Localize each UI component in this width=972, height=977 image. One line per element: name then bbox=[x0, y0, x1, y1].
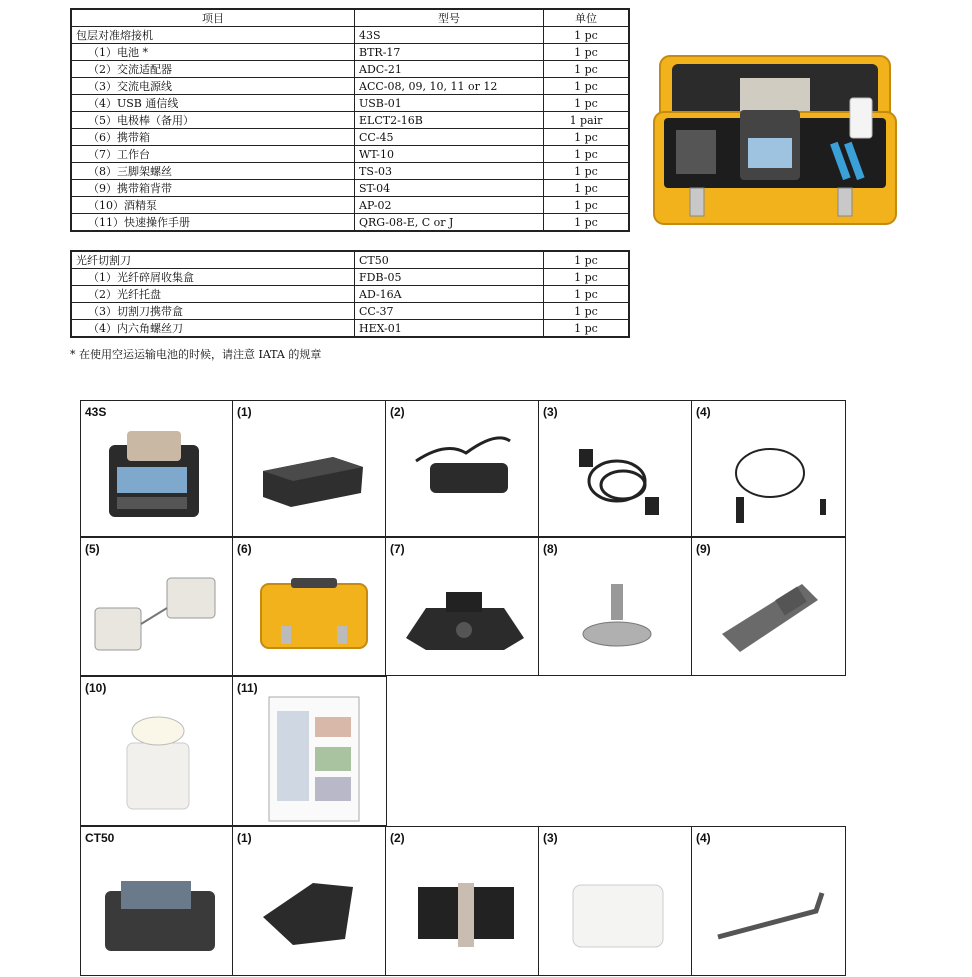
battery-note: * 在使用空运运输电池的时候，请注意 IATA 的规章 bbox=[70, 348, 322, 361]
grid-label: (2) bbox=[390, 405, 405, 419]
tripod-screw-image bbox=[539, 538, 694, 677]
cell-item: （1）光纤碎屑收集盒 bbox=[71, 269, 355, 286]
cell-item: （4）内六角螺丝刀 bbox=[71, 320, 355, 338]
cell-unit: 1 pc bbox=[544, 214, 630, 232]
grid-label: (11) bbox=[237, 681, 258, 695]
cell-unit: 1 pc bbox=[544, 163, 630, 180]
cell-item: 光纤切割刀 bbox=[71, 251, 355, 269]
cell-unit: 1 pc bbox=[544, 251, 630, 269]
header-unit: 单位 bbox=[544, 9, 630, 27]
debris-box-image bbox=[233, 827, 388, 977]
accessory-table-splicer bbox=[70, 8, 630, 232]
shoulder-strap-image bbox=[692, 538, 847, 677]
grid-cell-43s bbox=[80, 400, 234, 537]
table-row bbox=[71, 129, 629, 146]
grid-cell-alcohol-pump bbox=[80, 676, 234, 826]
table-row bbox=[71, 95, 629, 112]
header-model: 型号 bbox=[355, 9, 544, 27]
cell-item: （8）三脚架螺丝 bbox=[71, 163, 355, 180]
grid-cell-fiber-holder bbox=[385, 826, 540, 976]
grid-cell-work-table bbox=[385, 537, 540, 676]
grid-cell-carrying-case bbox=[232, 537, 387, 676]
grid-label: (3) bbox=[543, 405, 558, 419]
grid-cell-usb-cable bbox=[691, 400, 846, 537]
ac-adapter-image bbox=[386, 401, 541, 538]
cell-item: （6）携带箱 bbox=[71, 129, 355, 146]
grid-label: (8) bbox=[543, 542, 558, 556]
cleaver-case-image bbox=[539, 827, 694, 977]
cell-unit: 1 pc bbox=[544, 320, 630, 338]
grid-cell-tripod-screw bbox=[538, 537, 693, 676]
table-row bbox=[71, 251, 629, 269]
table-row bbox=[71, 214, 629, 232]
fiber-holder-image bbox=[386, 827, 541, 977]
electrodes-image bbox=[81, 538, 235, 677]
cell-item: （9）携带箱背带 bbox=[71, 180, 355, 197]
cell-item: （2）交流适配器 bbox=[71, 61, 355, 78]
work-table-image bbox=[386, 538, 541, 677]
cell-model: 43S bbox=[355, 27, 544, 44]
table-row bbox=[71, 61, 629, 78]
cell-unit: 1 pc bbox=[544, 303, 630, 320]
quick-guide-image bbox=[233, 677, 388, 827]
cell-unit: 1 pc bbox=[544, 146, 630, 163]
table-row bbox=[71, 146, 629, 163]
table-row bbox=[71, 269, 629, 286]
cell-model: FDB-05 bbox=[355, 269, 544, 286]
battery-image bbox=[233, 401, 388, 538]
cell-model: CC-37 bbox=[355, 303, 544, 320]
cell-unit: 1 pc bbox=[544, 27, 630, 44]
cell-item: （1）电池 * bbox=[71, 44, 355, 61]
table-row bbox=[71, 286, 629, 303]
cell-unit: 1 pc bbox=[544, 180, 630, 197]
grid-cell-quick-guide bbox=[232, 676, 387, 826]
grid-cell-electrodes bbox=[80, 537, 234, 676]
splicer-image bbox=[81, 401, 235, 538]
cell-model: CT50 bbox=[355, 251, 544, 269]
cell-unit: 1 pc bbox=[544, 129, 630, 146]
cell-model: QRG-08-E, C or J bbox=[355, 214, 544, 232]
grid-label: (10) bbox=[85, 681, 107, 695]
grid-cell-cleaver-case bbox=[538, 826, 693, 976]
accessory-table-cleaver bbox=[70, 250, 630, 338]
cell-item: （3）交流电源线 bbox=[71, 78, 355, 95]
cell-item: （10）酒精泵 bbox=[71, 197, 355, 214]
splicer-kit-case-photo bbox=[650, 50, 900, 230]
cell-model: HEX-01 bbox=[355, 320, 544, 338]
table-row bbox=[71, 303, 629, 320]
grid-cell-ct50 bbox=[80, 826, 234, 976]
cleaver-image bbox=[81, 827, 235, 977]
grid-label: (6) bbox=[237, 542, 252, 556]
table-row bbox=[71, 78, 629, 95]
table-row bbox=[71, 320, 629, 338]
table-row bbox=[71, 197, 629, 214]
table-header-row bbox=[71, 9, 629, 27]
cell-item: （2）光纤托盘 bbox=[71, 286, 355, 303]
table-row bbox=[71, 163, 629, 180]
cell-item: （3）切割刀携带盒 bbox=[71, 303, 355, 320]
table-row bbox=[71, 112, 629, 129]
carrying-case-image bbox=[233, 538, 388, 677]
grid-cell-debris-box bbox=[232, 826, 387, 976]
cell-unit: 1 pc bbox=[544, 61, 630, 78]
cell-item: （5）电极棒（备用） bbox=[71, 112, 355, 129]
grid-label: (1) bbox=[237, 405, 252, 419]
grid-label: (4) bbox=[696, 831, 711, 845]
grid-label: (7) bbox=[390, 542, 405, 556]
cell-model: AD-16A bbox=[355, 286, 544, 303]
table-row bbox=[71, 44, 629, 61]
grid-label: CT50 bbox=[85, 831, 115, 845]
cell-model: USB-01 bbox=[355, 95, 544, 112]
header-item: 项目 bbox=[71, 9, 355, 27]
alcohol-pump-image bbox=[81, 677, 235, 827]
cell-item: （4）USB 通信线 bbox=[71, 95, 355, 112]
grid-label: (9) bbox=[696, 542, 711, 556]
cell-item: （11）快速操作手册 bbox=[71, 214, 355, 232]
cell-model: ACC-08, 09, 10, 11 or 12 bbox=[355, 78, 544, 95]
cell-unit: 1 pc bbox=[544, 95, 630, 112]
grid-cell-hex-driver bbox=[691, 826, 846, 976]
table-row bbox=[71, 27, 629, 44]
table-row bbox=[71, 180, 629, 197]
grid-cell-power-cord bbox=[538, 400, 693, 537]
cell-unit: 1 pair bbox=[544, 112, 630, 129]
cell-model: WT-10 bbox=[355, 146, 544, 163]
grid-cell-ac-adapter bbox=[385, 400, 540, 537]
cell-unit: 1 pc bbox=[544, 197, 630, 214]
cell-model: BTR-17 bbox=[355, 44, 544, 61]
cell-unit: 1 pc bbox=[544, 44, 630, 61]
cell-model: TS-03 bbox=[355, 163, 544, 180]
grid-label: (4) bbox=[696, 405, 711, 419]
cell-unit: 1 pc bbox=[544, 286, 630, 303]
grid-cell-shoulder-strap bbox=[691, 537, 846, 676]
cell-model: CC-45 bbox=[355, 129, 544, 146]
cell-unit: 1 pc bbox=[544, 78, 630, 95]
grid-cell-battery bbox=[232, 400, 387, 537]
cell-model: ST-04 bbox=[355, 180, 544, 197]
grid-label: (5) bbox=[85, 542, 100, 556]
grid-label: 43S bbox=[85, 405, 107, 419]
cell-item: 包层对准熔接机 bbox=[71, 27, 355, 44]
power-cord-image bbox=[539, 401, 694, 538]
cell-model: ADC-21 bbox=[355, 61, 544, 78]
cell-model: ELCT2-16B bbox=[355, 112, 544, 129]
usb-cable-image bbox=[692, 401, 847, 538]
hex-driver-image bbox=[692, 827, 847, 977]
grid-label: (1) bbox=[237, 831, 252, 845]
grid-label: (3) bbox=[543, 831, 558, 845]
cell-unit: 1 pc bbox=[544, 269, 630, 286]
cell-item: （7）工作台 bbox=[71, 146, 355, 163]
grid-label: (2) bbox=[390, 831, 405, 845]
cell-model: AP-02 bbox=[355, 197, 544, 214]
